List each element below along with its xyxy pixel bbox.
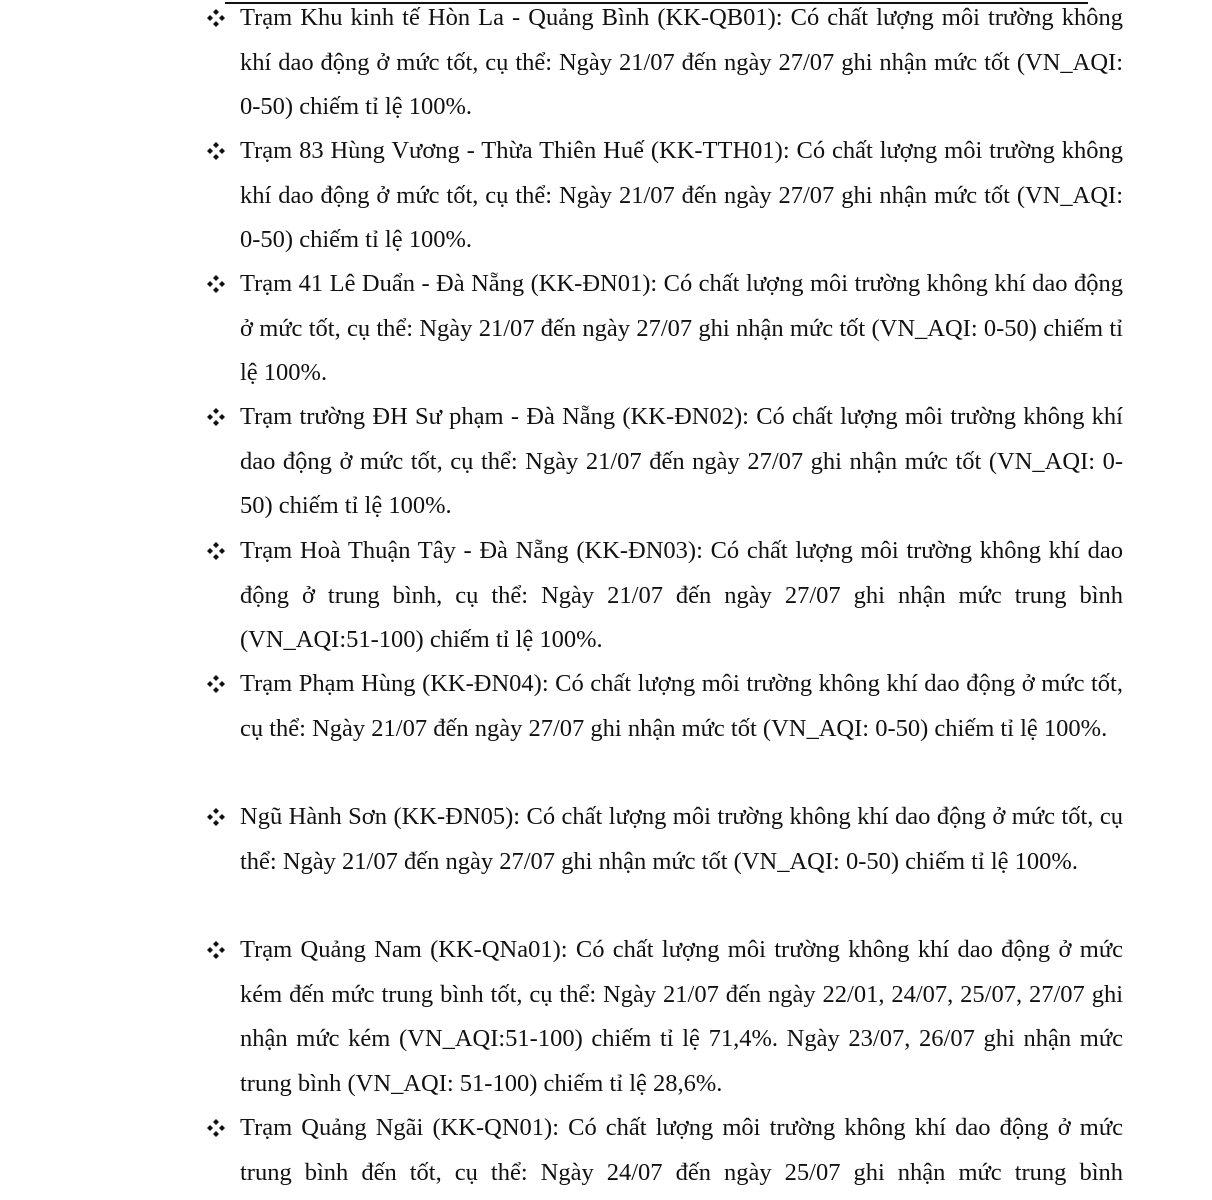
four-diamond-bullet-icon: [204, 0, 228, 41]
list-item-kk-qn01: [240, 1106, 1123, 1195]
four-diamond-bullet-icon: [204, 529, 228, 574]
list-item-text: Trạm Quảng Nam (KK-QNa01): Có chất lượng môi trường không khí dao động ở mức kém đến mức trung bình tốt, cụ thể: Ngày 21/07 đến ngày 22/01, 24/07, 25/07, 27/07 ghi nhận mức kém (VN_AQI:51-100) chiếm tỉ lệ 71,4%. Ngày 23/07, 26/07 ghi nhận mức trung bình (VN_AQI: 51-100) chiếm tỉ lệ 28,6%.: [240, 936, 1123, 1097]
list-item-kk-dn01: [240, 262, 1123, 396]
list-item-text: Trạm Quảng Ngãi (KK-QN01): Có chất lượng môi trường không khí dao động ở mức trung bình đến tốt, cụ thể: Ngày 24/07 đến ngày 25/07 ghi nhận mức trung bình: [240, 1114, 1123, 1186]
list-item-text: Ngũ Hành Sơn (KK-ĐN05): Có chất lượng môi trường không khí dao động ở mức tốt, cụ thể: Ngày 21/07 đến ngày 27/07 ghi nhận mức tốt (VN_AQI: 0-50) chiếm tỉ lệ 100%.: [240, 803, 1123, 875]
four-diamond-bullet-icon: [204, 795, 228, 840]
list-item-kk-dn02: [240, 395, 1123, 529]
list-item-text: Trạm Khu kinh tế Hòn La - Quảng Bình (KK-QB01): Có chất lượng môi trường không khí dao động ở mức tốt, cụ thể: Ngày 21/07 đến ngày 27/07 ghi nhận mức tốt (VN_AQI: 0-50) chiếm tỉ lệ 100%.: [240, 4, 1123, 120]
list-item-kk-dn05: [240, 795, 1123, 884]
list-item-kk-dn03: [240, 529, 1123, 663]
four-diamond-bullet-icon: [204, 129, 228, 174]
list-item-kk-tth01: [240, 129, 1123, 263]
list-item-text: Trạm trường ĐH Sư phạm - Đà Nẵng (KK-ĐN02): Có chất lượng môi trường không khí dao động ở mức tốt, cụ thể: Ngày 21/07 đến ngày 27/07 ghi nhận mức tốt (VN_AQI: 0-50) chiếm tỉ lệ 100%.: [240, 403, 1123, 519]
four-diamond-bullet-icon: [204, 395, 228, 440]
list-item-text: Trạm 83 Hùng Vương - Thừa Thiên Huế (KK-TTH01): Có chất lượng môi trường không khí dao động ở mức tốt, cụ thể: Ngày 21/07 đến ngày 27/07 ghi nhận mức tốt (VN_AQI: 0-50) chiếm tỉ lệ 100%.: [240, 137, 1123, 253]
list-item-text: Trạm Phạm Hùng (KK-ĐN04): Có chất lượng môi trường không khí dao động ở mức tốt, cụ thể: Ngày 21/07 đến ngày 27/07 ghi nhận mức tốt (VN_AQI: 0-50) chiếm tỉ lệ 100%.: [240, 670, 1123, 742]
four-diamond-bullet-icon: [204, 662, 228, 707]
list-item-text: Trạm Hoà Thuận Tây - Đà Nẵng (KK-ĐN03): Có chất lượng môi trường không khí dao động ở trung bình, cụ thể: Ngày 21/07 đến ngày 27/07 ghi nhận mức trung bình (VN_AQI:51-100) chiếm tỉ lệ 100%.: [240, 537, 1123, 653]
four-diamond-bullet-icon: [204, 262, 228, 307]
four-diamond-bullet-icon: [204, 928, 228, 973]
list-item-kk-dn04: [240, 662, 1123, 751]
list-item-text: Trạm 41 Lê Duẩn - Đà Nẵng (KK-ĐN01): Có chất lượng môi trường không khí dao động ở mức tốt, cụ thể: Ngày 21/07 đến ngày 27/07 ghi nhận mức tốt (VN_AQI: 0-50) chiếm tỉ lệ 100%.: [240, 270, 1123, 386]
list-item-kk-qna01: [240, 928, 1123, 1106]
list-item-kk-qb01: [240, 0, 1123, 130]
four-diamond-bullet-icon: [204, 1106, 228, 1151]
